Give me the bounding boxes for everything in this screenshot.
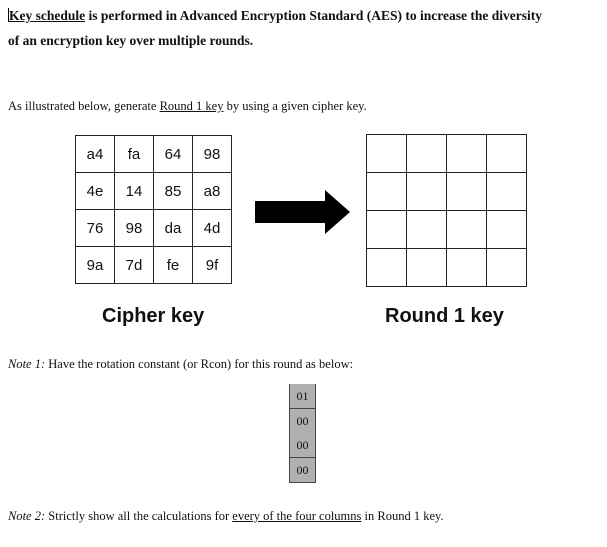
intro-paragraph bbox=[8, 3, 603, 53]
cipher-key-cell: 98 bbox=[115, 210, 154, 247]
round1-key-grid bbox=[366, 134, 527, 287]
cipher-key-caption: Cipher key bbox=[102, 305, 205, 327]
round1-key-cell bbox=[447, 135, 487, 173]
round1-key-cell bbox=[487, 173, 527, 211]
right-arrow-icon bbox=[253, 188, 353, 236]
cipher-key-cell: 98 bbox=[193, 136, 232, 173]
rcon-column bbox=[289, 384, 316, 483]
intro-line-2: of an encryption key over multiple rounds. bbox=[8, 33, 254, 48]
note1-body: Have the rotation constant (or Rcon) for this round as below: bbox=[45, 357, 354, 371]
round1-key-term: Round 1 key bbox=[159, 99, 224, 113]
cipher-key-cell: a8 bbox=[193, 173, 232, 210]
round1-key-caption: Round 1 key bbox=[385, 305, 504, 327]
cipher-key-row bbox=[76, 173, 232, 210]
instruction-after: by using a given cipher key. bbox=[223, 99, 367, 113]
key-schedule-term: Key schedule bbox=[9, 8, 86, 23]
cipher-key-cell: 76 bbox=[76, 210, 115, 247]
round1-key-cell bbox=[407, 135, 447, 173]
instruction-before: As illustrated below, generate bbox=[8, 99, 160, 113]
cipher-key-row bbox=[76, 247, 232, 284]
cipher-key-cell: 14 bbox=[115, 173, 154, 210]
rcon-cell: 01 bbox=[290, 384, 315, 409]
rcon-cell: 00 bbox=[290, 433, 315, 458]
round1-key-cell bbox=[447, 211, 487, 249]
round1-key-cell bbox=[367, 249, 407, 287]
note2-before: Strictly show all the calculations for bbox=[45, 509, 233, 523]
cipher-key-row bbox=[76, 210, 232, 247]
cipher-key-cell: fa bbox=[115, 136, 154, 173]
cipher-key-cell: a4 bbox=[76, 136, 115, 173]
round1-key-cell bbox=[487, 249, 527, 287]
round1-key-row bbox=[367, 135, 527, 173]
note2-label: Note 2: bbox=[8, 509, 46, 523]
rcon-cell: 00 bbox=[290, 458, 315, 483]
round1-key-cell bbox=[367, 211, 407, 249]
round1-key-row bbox=[367, 249, 527, 287]
cipher-key-cell: 4d bbox=[193, 210, 232, 247]
note1-text bbox=[8, 356, 353, 372]
cipher-key-row bbox=[76, 136, 232, 173]
note2-after: in Round 1 key. bbox=[361, 509, 444, 523]
round1-key-cell bbox=[407, 249, 447, 287]
round1-key-cell bbox=[447, 173, 487, 211]
rcon-cell: 00 bbox=[296, 414, 309, 428]
cipher-key-cell: fe bbox=[154, 247, 193, 284]
cipher-key-cell: 9f bbox=[193, 247, 232, 284]
cipher-key-cell: 7d bbox=[115, 247, 154, 284]
round1-key-cell bbox=[447, 249, 487, 287]
cipher-key-cell: 64 bbox=[154, 136, 193, 173]
note2-text bbox=[8, 508, 444, 524]
round1-key-cell bbox=[487, 211, 527, 249]
cipher-key-grid bbox=[75, 135, 232, 284]
cipher-key-cell: 9a bbox=[76, 247, 115, 284]
note1-label: Note 1: bbox=[8, 357, 46, 371]
round1-key-cell bbox=[407, 173, 447, 211]
cipher-key-cell: 85 bbox=[154, 173, 193, 210]
intro-line-1: is performed in Advanced Encryption Standard (AES) to increase the diversity bbox=[85, 8, 543, 23]
cipher-key-cell: 4e bbox=[76, 173, 115, 210]
round1-key-cell bbox=[367, 135, 407, 173]
instruction-text bbox=[8, 98, 367, 114]
round1-key-cell bbox=[487, 135, 527, 173]
round1-key-cell bbox=[367, 173, 407, 211]
round1-key-row bbox=[367, 173, 527, 211]
cipher-key-cell: da bbox=[154, 210, 193, 247]
round1-key-cell bbox=[407, 211, 447, 249]
four-columns-term: every of the four columns bbox=[232, 509, 362, 523]
round1-key-row bbox=[367, 211, 527, 249]
